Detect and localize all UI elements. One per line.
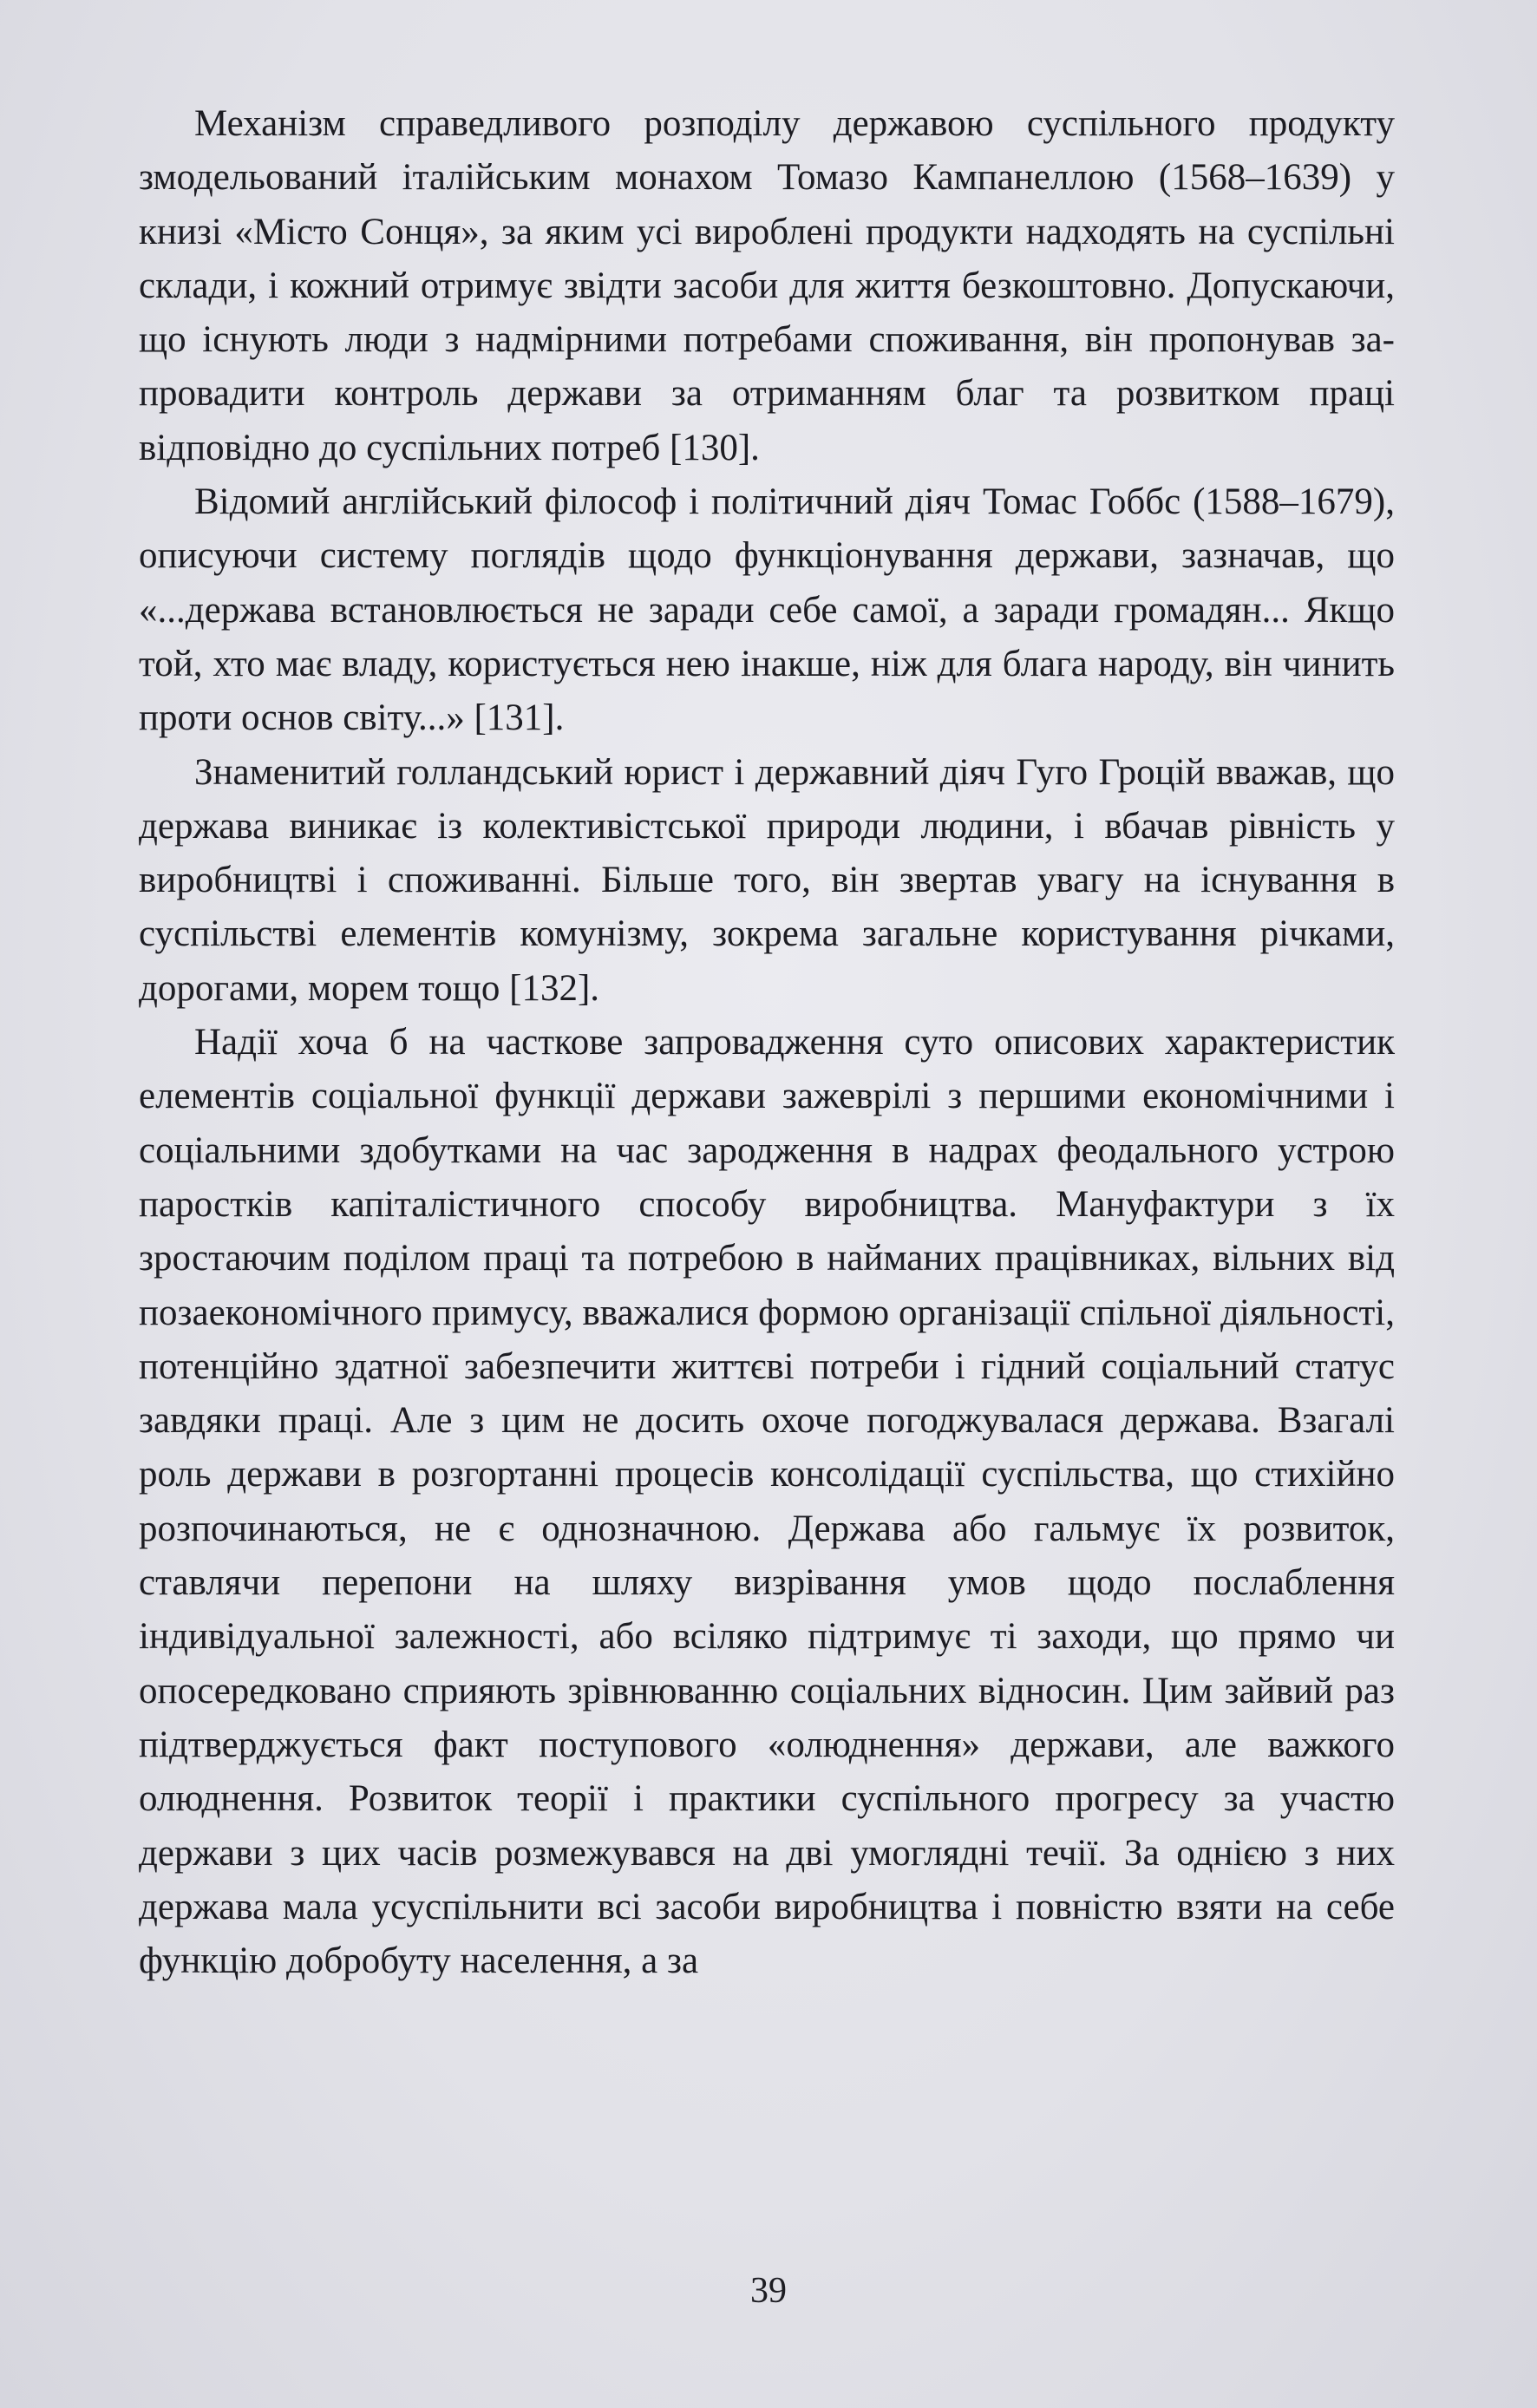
body-text [139,97,1395,1988]
paragraph-manufactures: Надії хоча б на часткове запровадження суто описових характеристик елементів соціальної функції держави зажеврілі з першими економічними і соціальними здобутками на час зародження в надрах феодального устрою паростків капіталістичного способу виробництва. Мануфактури з їх зростаючим поділом праці та потребою в найманих працівниках, вільних від позаекономічного примусу, вважалися формою організації спільної діяльності, потенційно здатної забезпечити життєві потреби і гідний соціальний статус завдяки праці. Але з цим не досить охоче погоджувалася держава. Взагалі роль держави в розгортанні процесів консолідації суспільства, що стихійно розпочинаються, не є однозначною. Держава або гальмує їх розвиток, ставлячи перепони на шляху визрівання умов щодо послаблення індивідуальної залежності, або всіляко підтримує ті заходи, що прямо чи опосередковано сприяють зрівнюванню соціальних відносин. Цим зайвий раз підтверджується факт поступового «олюднення» держави, але важкого олюднення. Розвиток теорії і практики суспільного прогресу за участю держави з цих часів розмежувався на дві умоглядні течії. За однією з них держава мала усуспільнити всі засоби виробництва і повністю взяти на себе функцію добробуту населення, а за [139,1022,1395,1982]
paragraph-hobbes: Відомий англійський філософ і політичний діяч Томас Гоббс (1588–1679), описуючи систему поглядів щодо функціонування держави, зазначав, що «...держава встановлюється не заради себе самої, а заради громадян... Якщо той, хто має владу, користується нею інакше, ніж для блага народу, він чинить проти основ світу...» [131]. [139,481,1395,739]
paragraph-campanella: Механізм справедливого розподілу державою суспільного продукту змодельований італійським монахом Томазо Кампанеллою (1568–1639) у книзі «Місто Сонця», за яким усі вироблені продукти надходять на суспільні склади, і кожний отримує звідти засоби для життя безкоштовно. Допускаючи, що існують люди з надмірними потребами споживання, він пропонував запровадити контроль держави за отриманням благ та розвитком праці відповідно до суспільних потреб [130]. [139,103,1395,468]
paragraph-grotius: Знаменитий голландський юрист і державний діяч Гуго Гроцій вважав, що держава виникає із колективістської природи людини, і вбачав рівність у виробництві і споживанні. Більше того, він звертав увагу на існування в суспільстві елементів комунізму, зокрема загальне користування річками, дорогами, морем тощо [132]. [139,751,1395,1009]
page-number: 39 [750,2271,787,2311]
